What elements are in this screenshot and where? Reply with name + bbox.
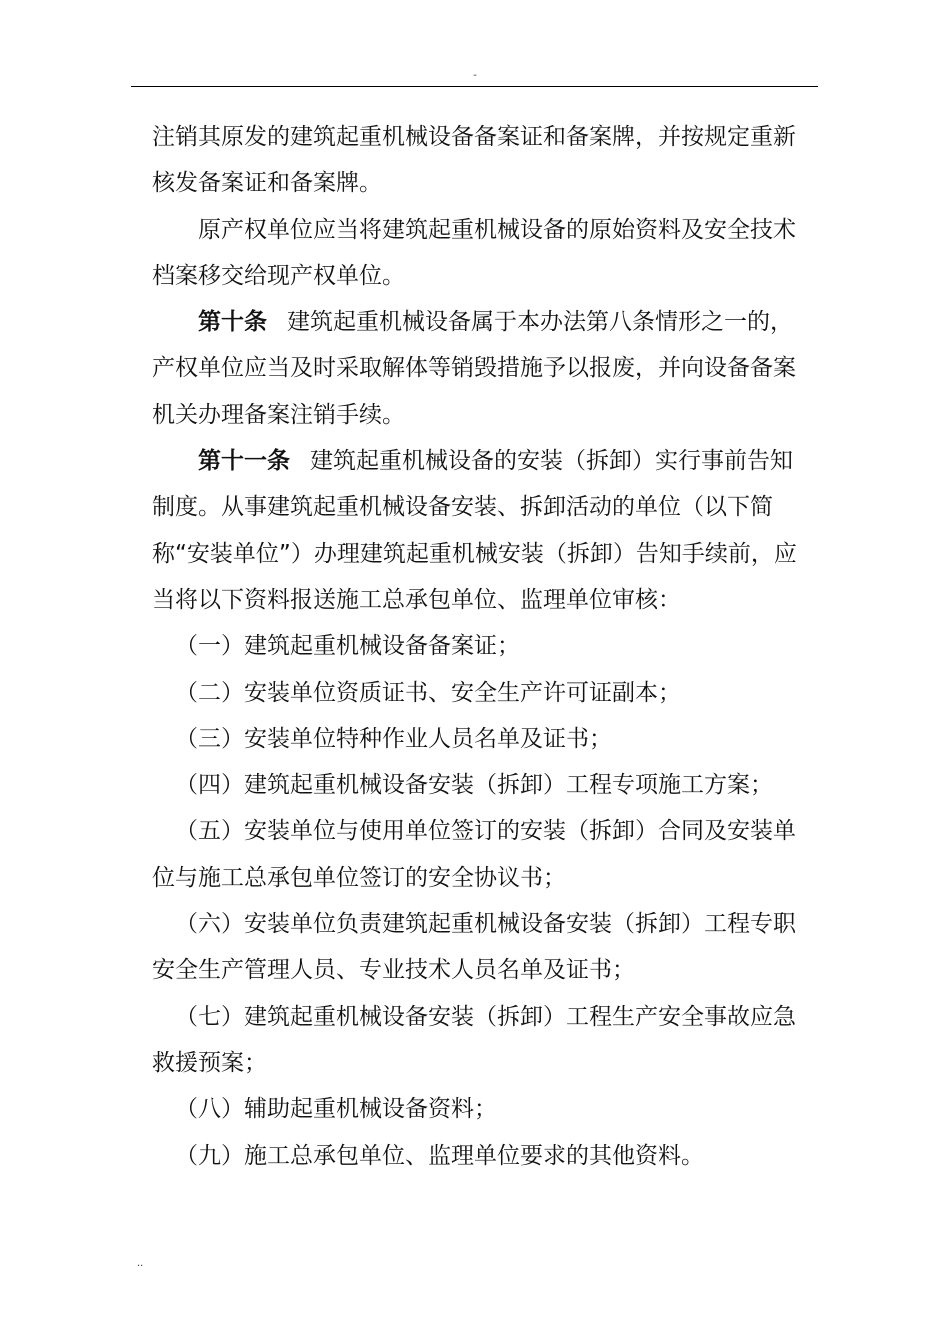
document-body — [152, 114, 812, 1179]
article-11-body: 建筑起重机械设备的安装（拆卸）实行事前告知制度。从事建筑起重机械设备安装、拆卸活动的单位（以下简称“安装单位”）办理建筑起重机械安装（拆卸）告知手续前，应当将以下资料报送施工总承包单位、监理单位审核： — [152, 448, 797, 613]
paragraph-archive-transfer: 原产权单位应当将建筑起重机械设备的原始资料及安全技术档案移交给现产权单位。 — [152, 216, 796, 289]
header-mark: - — [473, 70, 477, 81]
list-item: （三）安装单位特种作业人员名单及证书； — [175, 725, 612, 752]
list-item: （七）建筑起重机械设备安装（拆卸）工程生产安全事故应急救援预案； — [152, 1003, 796, 1076]
list-item: （九）施工总承包单位、监理单位要求的其他资料。 — [175, 1142, 704, 1169]
list-item: （六）安装单位负责建筑起重机械设备安装（拆卸）工程专职安全生产管理人员、专业技术人员名单及证书； — [152, 911, 796, 984]
article-10-body: 建筑起重机械设备属于本办法第八条情形之一的，产权单位应当及时采取解体等销毁措施予以报废，并向设备备案机关办理备案注销手续。 — [152, 309, 796, 428]
article-10 — [152, 299, 812, 438]
list-item: （四）建筑起重机械设备安装（拆卸）工程专项施工方案； — [175, 772, 773, 799]
header-rule — [131, 86, 818, 87]
paragraph-continuation: 注销其原发的建筑起重机械设备备案证和备案牌，并按规定重新核发备案证和备案牌。 — [152, 124, 796, 197]
list-item: （二）安装单位资质证书、安全生产许可证副本； — [175, 679, 681, 706]
list-item: （八）辅助起重机械设备资料； — [175, 1096, 497, 1123]
list-item: （一）建筑起重机械设备备案证； — [175, 633, 520, 660]
list-item: （五）安装单位与使用单位签订的安装（拆卸）合同及安装单位与施工总承包单位签订的安全协议书； — [152, 818, 796, 891]
article-10-title: 第十条 — [198, 309, 267, 336]
footer-mark: .. — [137, 1258, 144, 1269]
article-11 — [152, 438, 812, 623]
article-11-title: 第十一条 — [198, 448, 290, 475]
